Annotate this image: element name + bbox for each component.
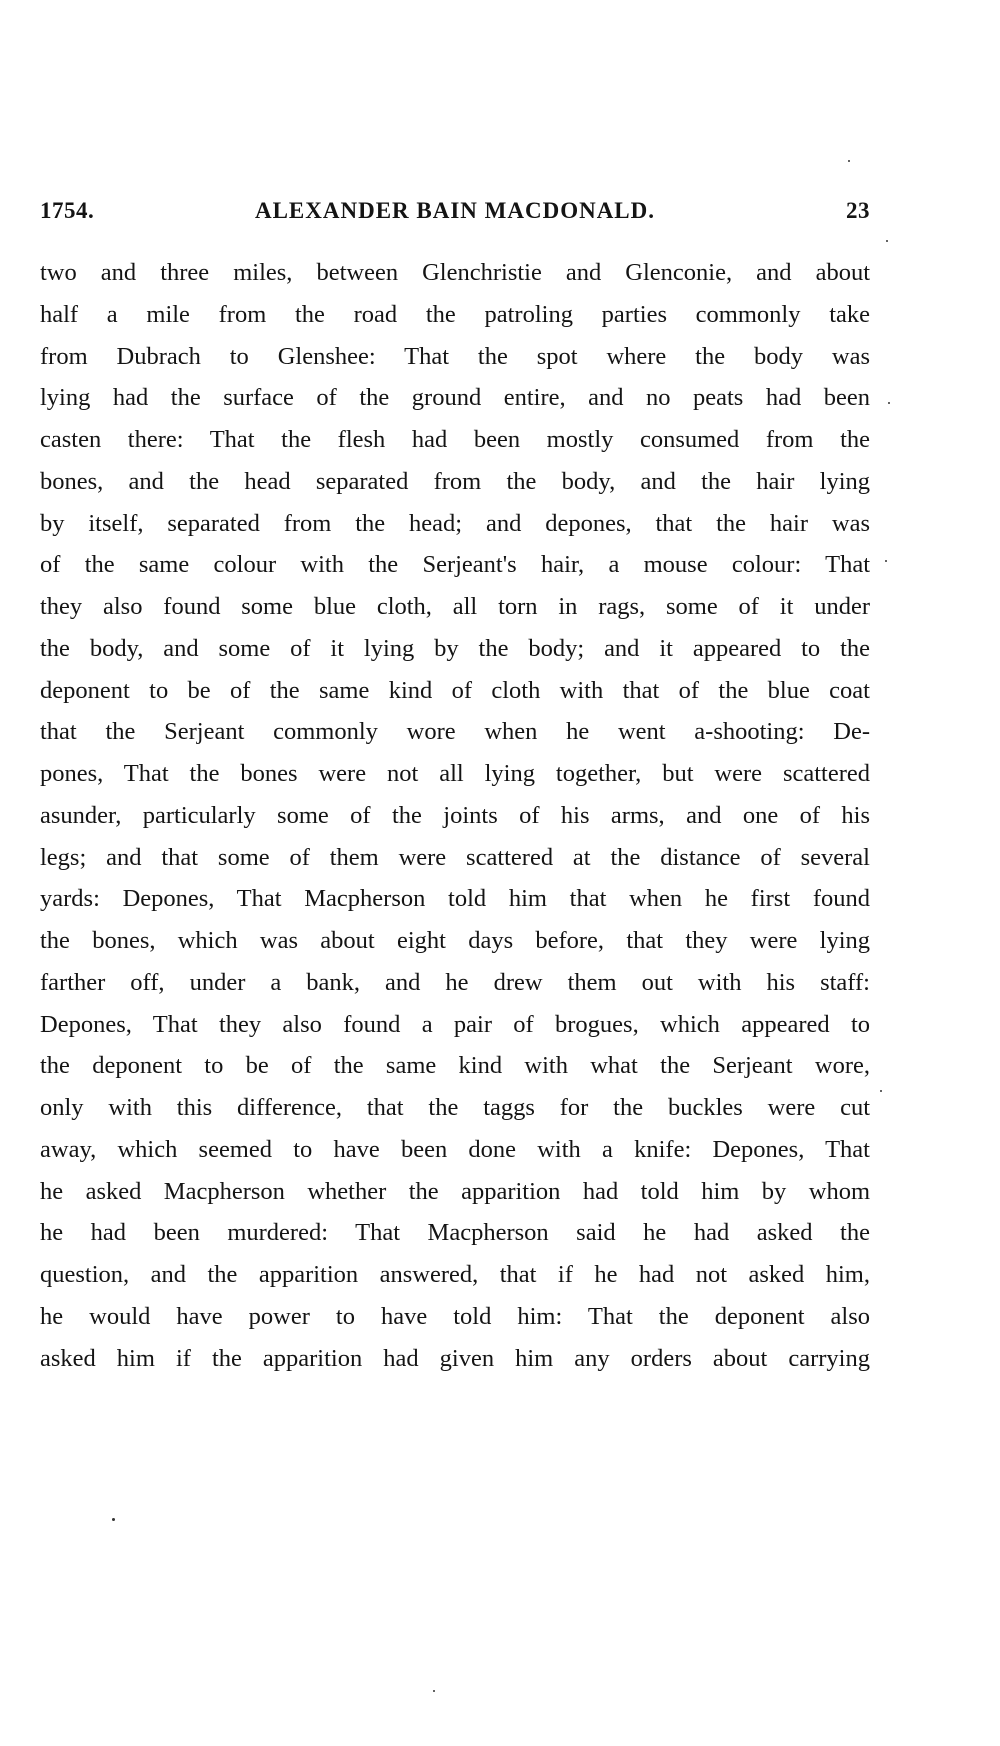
text-line: from Dubrach to Glenshee: That the spot where the body was bbox=[40, 342, 870, 370]
scan-speck bbox=[880, 1090, 882, 1092]
text-line: he would have power to have told him: That the deponent also bbox=[40, 1302, 870, 1330]
text-line: legs; and that some of them were scattered at the distance of several bbox=[40, 843, 870, 871]
text-line: away, which seemed to have been done with a knife: Depones, That bbox=[40, 1135, 870, 1163]
text-line: that the Serjeant commonly wore when he went a-shooting: De- bbox=[40, 718, 870, 746]
text-line: the deponent to be of the same kind with what the Serjeant wore, bbox=[40, 1052, 870, 1080]
text-line: Depones, That they also found a pair of brogues, which appeared to bbox=[40, 1010, 870, 1038]
scan-speck bbox=[885, 560, 887, 562]
text-line: of the same colour with the Serjeant's hair, a mouse colour: That bbox=[40, 551, 870, 579]
text-line: two and three miles, between Glenchristie and Glenconie, and about bbox=[40, 259, 870, 286]
scan-speck bbox=[433, 1690, 435, 1692]
text-line: lying had the surface of the ground entire, and no peats had been bbox=[40, 384, 870, 412]
text-line: farther off, under a bank, and he drew them out with his staff: bbox=[40, 968, 870, 996]
text-line: he had been murdered: That Macpherson said he had asked the bbox=[40, 1219, 870, 1247]
text-line: pones, That the bones were not all lying together, but were scattered bbox=[40, 760, 870, 787]
text-line: casten there: That the flesh had been mostly consumed from the bbox=[40, 426, 870, 453]
text-line: the bones, which was about eight days before, that they were lying bbox=[40, 927, 870, 954]
text-line: by itself, separated from the head; and depones, that the hair was bbox=[40, 509, 870, 537]
text-line: question, and the apparition answered, that if he had not asked him, bbox=[40, 1261, 870, 1288]
page-number: 23 bbox=[846, 198, 870, 223]
text-line: the body, and some of it lying by the body; and it appeared to the bbox=[40, 634, 870, 662]
text-line: he asked Macpherson whether the apparition had told him by whom bbox=[40, 1177, 870, 1205]
body-text bbox=[40, 252, 870, 1379]
text-line: half a mile from the road the patroling parties commonly take bbox=[40, 300, 870, 328]
text-line: they also found some blue cloth, all torn in rags, some of it under bbox=[40, 593, 870, 620]
header-year: 1754. bbox=[40, 198, 95, 223]
scan-speck bbox=[112, 1518, 115, 1521]
scan-speck bbox=[888, 402, 890, 404]
header-title: ALEXANDER BAIN MACDONALD. bbox=[254, 198, 656, 223]
text-line: deponent to be of the same kind of cloth with that of the blue coat bbox=[40, 676, 870, 704]
text-line: yards: Depones, That Macpherson told him that when he first found bbox=[40, 885, 870, 913]
text-line: only with this difference, that the taggs for the buckles were cut bbox=[40, 1094, 870, 1121]
text-line: bones, and the head separated from the body, and the hair lying bbox=[40, 467, 870, 495]
text-line: asunder, particularly some of the joints of his arms, and one of his bbox=[40, 801, 870, 829]
running-head bbox=[40, 198, 870, 230]
scan-speck bbox=[848, 160, 850, 162]
text-line: asked him if the apparition had given him any orders about carrying bbox=[40, 1344, 870, 1372]
scan-speck bbox=[886, 240, 888, 242]
